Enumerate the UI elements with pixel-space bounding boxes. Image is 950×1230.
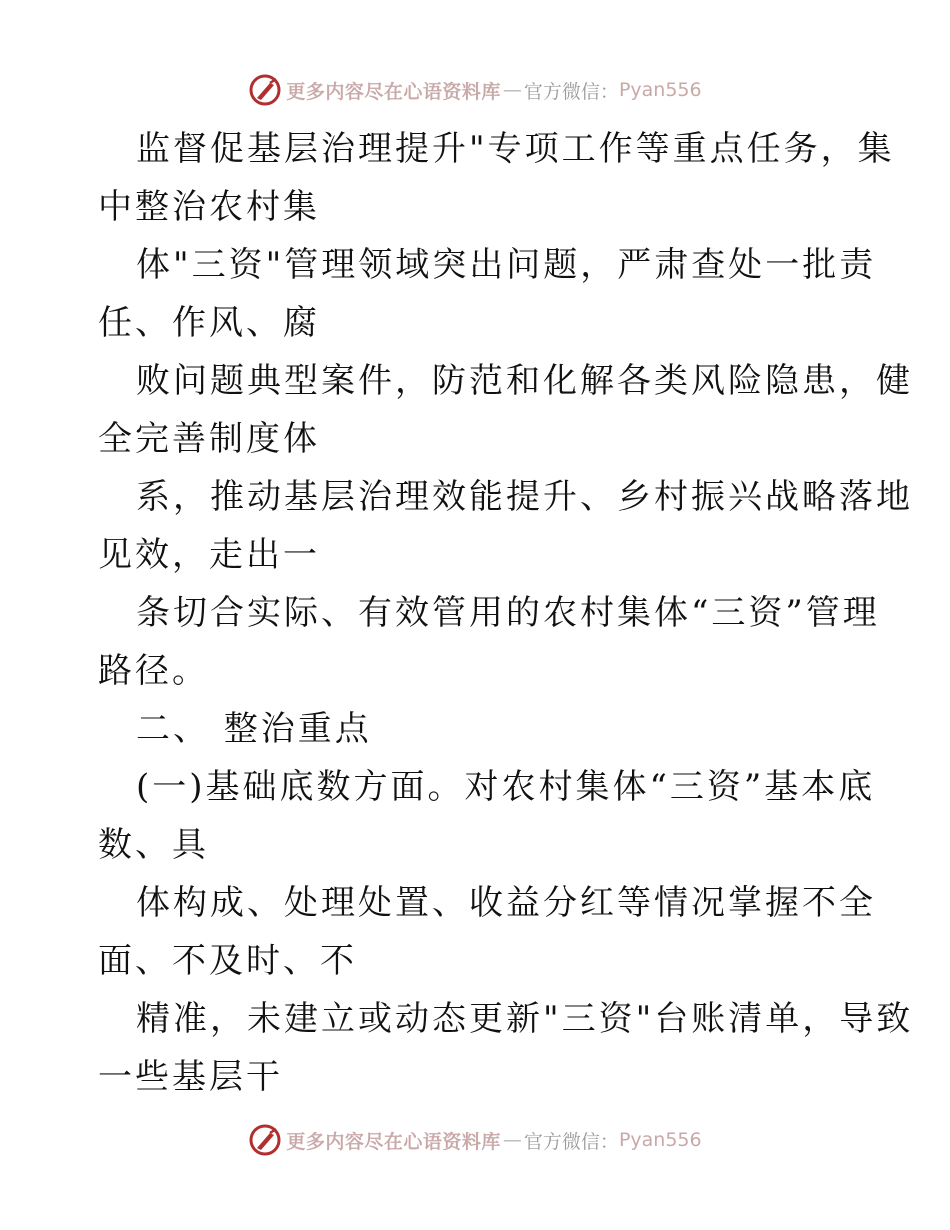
text-line: 体构成、处理处置、收益分红等情况掌握不全 bbox=[136, 883, 876, 923]
text-line: 任、作风、腐 bbox=[98, 303, 320, 343]
watermark-sub-text: 官方微信： bbox=[523, 1130, 619, 1153]
footer-watermark bbox=[0, 1120, 950, 1160]
text-line: 条切合实际、有效管用的农村集体“三资”管理 bbox=[136, 593, 880, 633]
text-line: 一些基层干 bbox=[98, 1057, 283, 1097]
text-line: 监督促基层治理提升"专项工作等重点任务，集 bbox=[136, 129, 895, 169]
header-watermark bbox=[0, 70, 950, 110]
text-line: 数、具 bbox=[98, 825, 209, 865]
watermark-sub-text: 官方微信： bbox=[523, 80, 619, 103]
document-body bbox=[98, 120, 914, 1106]
text-line: 败问题典型案件，防范和化解各类风险隐患，健 bbox=[136, 361, 913, 401]
watermark-separator: — bbox=[502, 1129, 522, 1151]
watermark-account: Pyan556 bbox=[618, 1129, 702, 1151]
watermark-main-text: 更多内容尽在心语资料库 bbox=[286, 1130, 501, 1153]
text-line: 系，推动基层治理效能提升、乡村振兴战略落地 bbox=[136, 477, 913, 517]
quill-logo-icon bbox=[248, 73, 282, 107]
text-line: 全完善制度体 bbox=[98, 419, 320, 459]
text-line: (一)基础底数方面。对农村集体“三资”基本底 bbox=[136, 767, 876, 807]
text-line: 精准，未建立或动态更新"三资"台账清单，导致 bbox=[136, 999, 914, 1039]
watermark-separator: — bbox=[502, 79, 522, 101]
watermark-main-text: 更多内容尽在心语资料库 bbox=[286, 80, 501, 103]
text-line: 路径。 bbox=[98, 651, 209, 691]
text-line: 体"三资"管理领域突出问题，严肃查处一批责 bbox=[136, 245, 877, 285]
watermark-account: Pyan556 bbox=[618, 79, 702, 101]
text-line: 面、不及时、不 bbox=[98, 941, 357, 981]
text-line: 中整治农村集 bbox=[98, 187, 320, 227]
quill-logo-icon bbox=[248, 1123, 282, 1157]
text-line: 见效，走出一 bbox=[98, 535, 320, 575]
section-heading: 二、 整治重点 bbox=[136, 709, 372, 749]
